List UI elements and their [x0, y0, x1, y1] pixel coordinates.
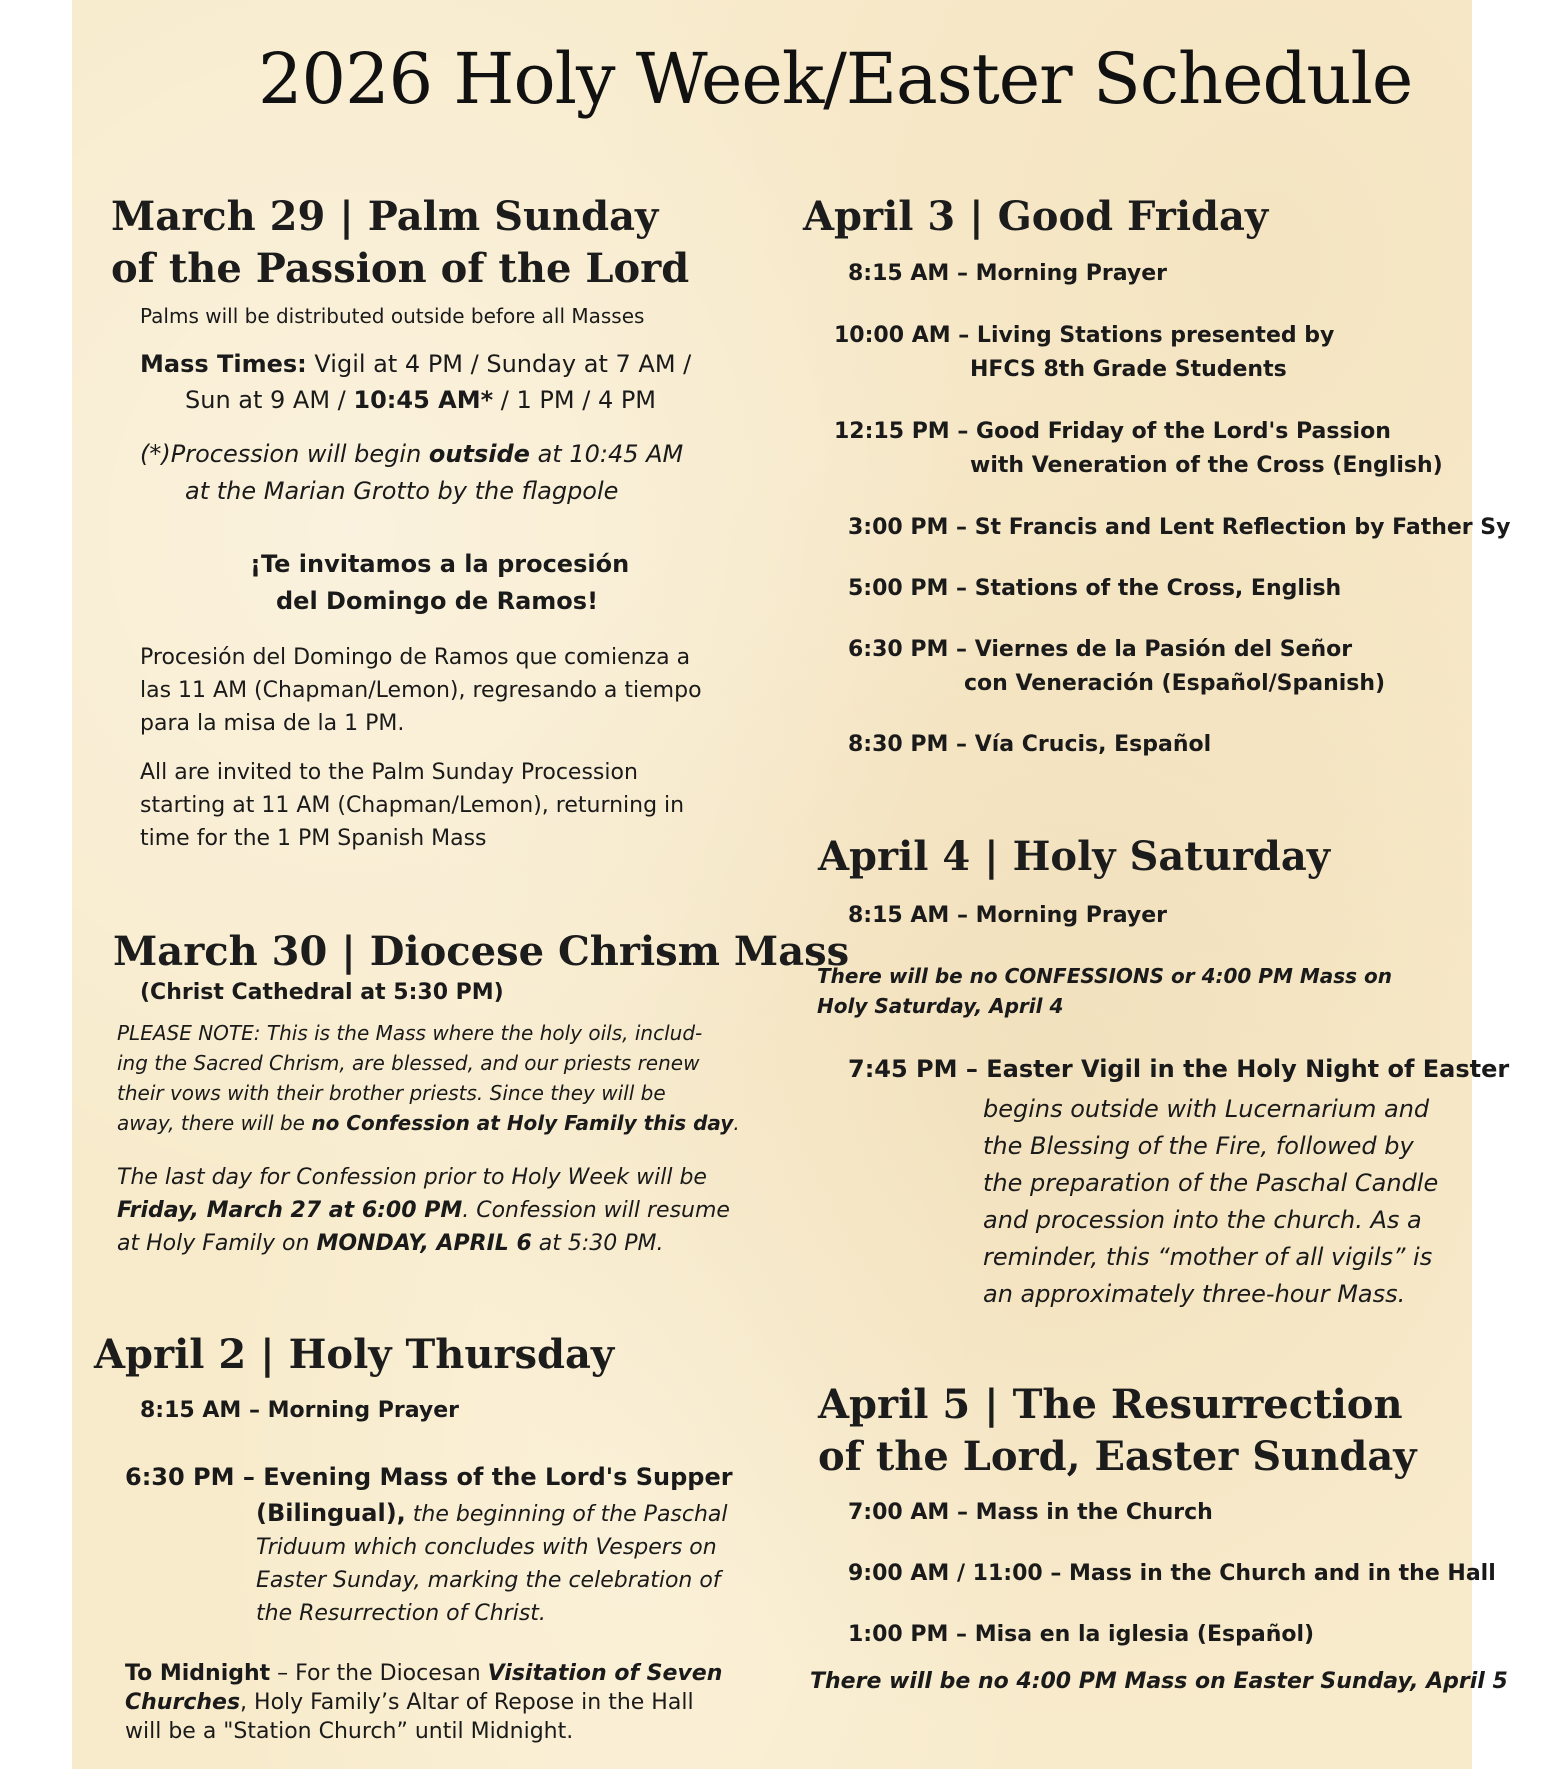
thursday-morning-prayer: 8:15 AM – Morning Prayer	[140, 1398, 459, 1423]
mass-time-1045: 10:45 AM*	[353, 386, 494, 414]
friday-item-lords-passion-cont: with Veneration of the Cross (English)	[970, 453, 1443, 478]
vigil-desc-line: and procession into the church. As a	[983, 1206, 1422, 1234]
last-confession-text: . Confession will resume	[462, 1198, 730, 1223]
chrism-note-text: away, there will be	[117, 1111, 312, 1135]
chrism-note-line	[117, 1108, 740, 1138]
chrism-note-line: their vows with their brother priests. Since they will be	[117, 1081, 666, 1105]
procession-line2: at the Marian Grotto by the flagpole	[185, 477, 619, 505]
easter-no-4pm-note: There will be no 4:00 PM Mass on Easter Sunday, April 5	[810, 1669, 1508, 1694]
bilingual-label: (Bilingual),	[256, 1499, 406, 1527]
evening-desc-line: the Resurrection of Christ.	[256, 1601, 546, 1626]
page-title: 2026 Holy Week/Easter Schedule	[258, 38, 1413, 120]
palm-sunday-heading: March 29 | Palm Sunday	[111, 193, 659, 240]
last-confession-text: at Holy Family on	[117, 1231, 317, 1256]
mass-times-text: Vigil at 4 PM / Sunday at 7 AM /	[306, 350, 692, 378]
holy-saturday-heading: April 4 | Holy Saturday	[818, 833, 1331, 880]
procession-line1	[140, 440, 683, 468]
last-confession-note	[117, 1161, 730, 1260]
midnight-line	[125, 1659, 722, 1688]
chrism-note-text: .	[733, 1111, 740, 1135]
last-confession-line	[117, 1194, 730, 1227]
easter-sunday-heading-line2: of the Lord, Easter Sunday	[818, 1433, 1417, 1480]
vigil-desc-line: the Blessing of the Fire, followed by	[983, 1132, 1414, 1160]
friday-item-viernes: 6:30 PM – Viernes de la Pasión del Señor	[848, 637, 1353, 662]
friday-item-viernes-cont: con Veneración (Español/Spanish)	[964, 671, 1386, 696]
thursday-evening-desc	[256, 1497, 728, 1630]
procession-outside: outside	[428, 440, 530, 468]
good-friday-heading: April 3 | Good Friday	[803, 193, 1269, 240]
saturday-no-confession-note	[817, 961, 1392, 1021]
chrism-mass-location: (Christ Cathedral at 5:30 PM)	[140, 980, 504, 1005]
chrism-note-line: PLEASE NOTE: This is the Mass where the holy oils, includ-	[117, 1021, 703, 1045]
easter-vigil-time: 7:45 PM – Easter Vigil in the Holy Night of Easter	[848, 1055, 1510, 1083]
friday-item-living-stations-cont: HFCS 8th Grade Students	[970, 357, 1287, 382]
english-text-line: time for the 1 PM Spanish Mass	[140, 826, 487, 851]
midnight-text: – For the Diocesan	[270, 1661, 488, 1686]
easter-sunday-heading: April 5 | The Resurrection	[818, 1381, 1403, 1428]
resume-time: at 5:30 PM.	[531, 1231, 664, 1256]
mass-times-label: Mass Times:	[140, 350, 307, 378]
procession-text: (*)Procession will begin	[140, 440, 429, 468]
vigil-desc-line: reminder, this “mother of all vigils” is	[983, 1243, 1433, 1271]
friday-item-lords-passion: 12:15 PM – Good Friday of the Lord's Passion	[834, 419, 1391, 444]
spanish-procession-text	[140, 641, 702, 740]
vigil-desc-line: the preparation of the Paschal Candle	[983, 1169, 1439, 1197]
vigil-desc-line: an approximately three-hour Mass.	[983, 1280, 1406, 1308]
spanish-text-line: Procesión del Domingo de Ramos que comienza a	[140, 645, 691, 670]
spanish-invite-line1: ¡Te invitamos a la procesión	[250, 550, 630, 578]
resume-date: MONDAY, APRIL 6	[316, 1231, 532, 1256]
holy-thursday-heading: April 2 | Holy Thursday	[94, 1331, 615, 1378]
midnight-text: , Holy Family’s Altar of Repose in the Hall	[240, 1690, 694, 1715]
spanish-invite-line2: del Domingo de Ramos!	[276, 587, 599, 615]
evening-desc-line	[256, 1497, 728, 1531]
chrism-note-line: ing the Sacred Chrism, are blessed, and our priests renew	[117, 1051, 700, 1075]
friday-item-reflection: 3:00 PM – St Francis and Lent Reflection by Father Sy	[848, 515, 1511, 540]
evening-desc-line: Easter Sunday, marking the celebration of	[256, 1568, 721, 1593]
to-midnight-note	[125, 1659, 722, 1746]
palms-distributed-note: Palms will be distributed outside before all Masses	[140, 304, 645, 328]
saturday-morning-prayer: 8:15 AM – Morning Prayer	[848, 903, 1167, 928]
chrism-note	[117, 1018, 740, 1138]
friday-item-stations: 5:00 PM – Stations of the Cross, English	[848, 576, 1342, 601]
midnight-line	[125, 1688, 722, 1717]
friday-item-morning-prayer: 8:15 AM – Morning Prayer	[848, 261, 1167, 286]
spanish-text-line: para la misa de la 1 PM.	[140, 711, 405, 736]
last-confession-date: Friday, March 27 at 6:00 PM	[117, 1198, 463, 1223]
saturday-note-line: Holy Saturday, April 4	[817, 994, 1064, 1018]
saturday-note-line: There will be no CONFESSIONS or 4:00 PM Mass on	[817, 964, 1392, 988]
evening-mass-time: 6:30 PM –	[125, 1463, 264, 1491]
vigil-desc-line: begins outside with Lucernarium and	[983, 1095, 1430, 1123]
procession-time: at 10:45 AM	[529, 440, 684, 468]
evening-desc-text: the beginning of the Paschal	[405, 1502, 728, 1527]
palm-sunday-heading-line2: of the Passion of the Lord	[111, 245, 690, 292]
thursday-evening-mass	[125, 1459, 733, 1496]
chrism-mass-heading: March 30 | Diocese Chrism Mass	[113, 928, 850, 975]
visitation-title: Visitation of Seven	[487, 1661, 723, 1686]
english-procession-text	[140, 756, 684, 855]
evening-mass-line	[125, 1459, 733, 1496]
visitation-title-cont: Churches	[125, 1690, 241, 1715]
evening-mass-title: Evening Mass of the Lord's Supper	[263, 1463, 733, 1491]
mass-times-line2	[185, 386, 656, 414]
spanish-text-line: las 11 AM (Chapman/Lemon), regresando a tiempo	[140, 678, 702, 703]
easter-item-7am: 7:00 AM – Mass in the Church	[848, 1500, 1213, 1525]
friday-item-living-stations: 10:00 AM – Living Stations presented by	[834, 323, 1335, 348]
english-text-line: All are invited to the Palm Sunday Procession	[140, 760, 638, 785]
last-confession-line: The last day for Confession prior to Holy Week will be	[117, 1165, 707, 1190]
midnight-line: will be a "Station Church” until Midnight.	[125, 1719, 574, 1744]
last-confession-line	[117, 1227, 730, 1260]
mass-times-line1	[140, 350, 691, 378]
easter-item-9am-11: 9:00 AM / 11:00 – Mass in the Church and in the Hall	[848, 1561, 1496, 1586]
evening-desc-line: Triduum which concludes with Vespers on	[256, 1535, 717, 1560]
mass-time-sun9: Sun at 9 AM /	[185, 386, 354, 414]
mass-time-rest: / 1 PM / 4 PM	[493, 386, 657, 414]
easter-item-1pm: 1:00 PM – Misa en la iglesia (Español)	[848, 1622, 1315, 1647]
friday-item-via-crucis: 8:30 PM – Vía Crucis, Español	[848, 732, 1212, 757]
no-confession-note: no Confession at Holy Family this day	[311, 1111, 734, 1135]
english-text-line: starting at 11 AM (Chapman/Lemon), returning in	[140, 793, 685, 818]
easter-vigil-desc	[983, 1091, 1438, 1313]
to-midnight-label: To Midnight	[125, 1661, 271, 1686]
